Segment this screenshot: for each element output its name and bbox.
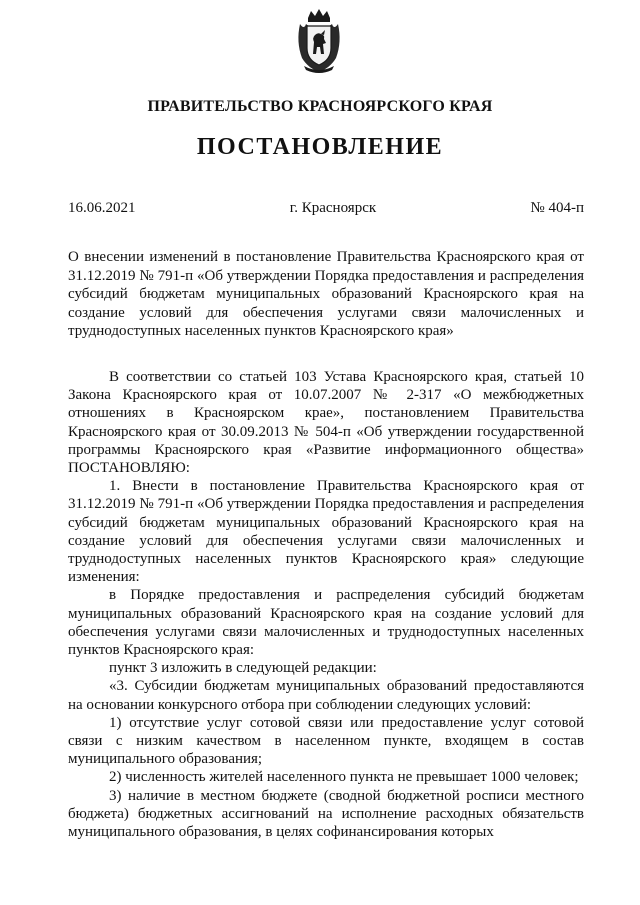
document-meta-row [68, 200, 584, 217]
document-subject: О внесении изменений в постановление Правительства Красноярского края от 31.12.2019 № 791-п «Об утверждении Порядка предоставления и распределения субсидий бюджетам муниципальных образований Красноярского края на создание условий для обеспечения услугами связи малочисленных и труднодоступных населенных пунктов Красноярского края» [68, 249, 584, 339]
coat-of-arms-icon [294, 8, 344, 74]
document-date: 16.06.2021 [68, 200, 136, 216]
document-city: г. Красноярск [289, 200, 377, 216]
document-number: № 404-п [530, 200, 584, 216]
body-paragraph: В соответствии со статьей 103 Устава Красноярского края, статьей 10 Закона Красноярского края от 10.07.2007 № 2-317 «О межбюджетных отношениях в Красноярском крае», постановлением Правительства Красноярского края от 30.09.2013 № 504-п «Об утверждении государственной программы Красноярского края «Развитие информационного общества» ПОСТАНОВЛЯЮ: [68, 369, 584, 477]
body-paragraph: «3. Субсидии бюджетам муниципальных образований предоставляются на основании конкурсного отбора при соблюдении следующих условий: [68, 678, 584, 713]
document-type-title: ПОСТАНОВЛЕНИЕ [196, 134, 444, 160]
body-paragraph: 1. Внести в постановление Правительства Красноярского края от 31.12.2019 № 791-п «Об утверждении Порядка предоставления и распределения субсидий бюджетам муниципальных образований Красноярского края на создание условий для обеспечения услугами связи малочисленных и труднодоступных населенных пунктов Красноярского края» следующие изменения: [68, 478, 584, 586]
body-paragraph: 3) наличие в местном бюджете (сводной бюджетной росписи местного бюджета) бюджетных ассигнований на исполнение расходных обязательств муниципального образования, в целях софинансирования которых [68, 787, 584, 841]
document-body [68, 368, 584, 841]
organization-title: ПРАВИТЕЛЬСТВО КРАСНОЯРСКОГО КРАЯ [147, 98, 493, 115]
body-paragraph: 1) отсутствие услуг сотовой связи или предоставление услуг сотовой связи с низким качеством в населенном пункте, входящем в состав муниципального образования; [68, 714, 584, 768]
body-paragraph: пункт 3 изложить в следующей редакции: [109, 660, 377, 677]
body-paragraph: в Порядке предоставления и распределения субсидий бюджетам муниципальных образований Красноярского края на создание условий для обеспечения услугами связи малочисленных и труднодоступных населенных пунктов Красноярского края: [68, 587, 584, 659]
body-paragraph: 2) численность жителей населенного пункта не превышает 1000 человек; [109, 769, 579, 786]
